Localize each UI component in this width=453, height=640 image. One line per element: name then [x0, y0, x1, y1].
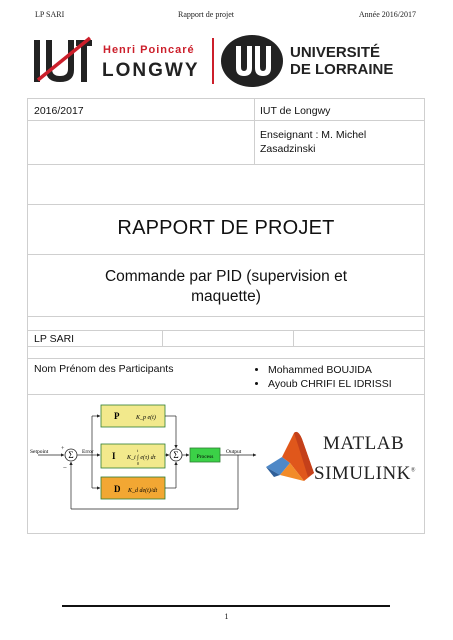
universite-lorraine-logo-icon [220, 34, 284, 88]
registered-mark: ® [410, 467, 416, 474]
process-label: Process [196, 454, 214, 460]
i-label: I [112, 451, 116, 461]
matlab-simulink-logo [264, 411, 414, 521]
iut-logo-line1: Henri Poincaré [103, 44, 195, 56]
header-left: LP SARI [35, 10, 65, 19]
participants-label: Nom Prénom des Participants [34, 363, 174, 375]
iut-logo-icon [32, 36, 94, 86]
header-right: Année 2016/2017 [358, 10, 416, 19]
row-spacer-2 [28, 347, 424, 359]
report-subtitle: Commande par PID (supervision et maquette) [104, 268, 348, 305]
i-upper-limit: t [137, 448, 139, 453]
participant-item: • Ayoub CHRIFI EL IDRISSI [268, 377, 392, 391]
p-label: P [114, 411, 120, 421]
teacher-cell: Enseignant : M. Michel Zasadzinski [260, 129, 367, 155]
output-label: Output [226, 449, 242, 455]
institution-cell: IUT de Longwy [260, 105, 331, 117]
universite-logo-line2: DE LORRAINE [290, 61, 394, 78]
pid-block-diagram [30, 397, 260, 529]
program-cell: LP SARI [34, 333, 75, 345]
d-formula: K_d de(t)/dt [128, 488, 158, 494]
error-label: Error [82, 449, 94, 455]
page-number: 1 [224, 612, 229, 621]
row-subtitle [28, 255, 424, 317]
matlab-membrane-icon [264, 427, 320, 489]
row-images [28, 395, 424, 533]
participant-item: • Mohammed BOUJIDA [268, 363, 392, 377]
row-empty [28, 165, 424, 205]
header-center: Rapport de projet [178, 10, 234, 19]
i-formula: K_i ∫ e(τ) dτ [127, 455, 156, 461]
logo-band [28, 32, 428, 90]
cover-table [27, 98, 425, 534]
simulink-wordmark [314, 463, 416, 485]
row-spacer [28, 317, 424, 331]
logo-separator [212, 38, 214, 84]
sum-symbol-2: Σ [173, 450, 179, 460]
footer-rule [62, 605, 390, 607]
p-formula: K_p e(t) [136, 415, 156, 421]
row-year [28, 99, 424, 121]
d-label: D [114, 484, 121, 494]
iut-logo-line2: LONGWY [102, 60, 200, 81]
sum-symbol-1: Σ [68, 450, 74, 460]
plus-sign: + [61, 446, 65, 452]
year-cell: 2016/2017 [34, 105, 84, 117]
matlab-wordmark: MATLAB [323, 433, 405, 454]
participants-list [253, 363, 392, 391]
report-title: RAPPORT DE PROJET [117, 217, 335, 239]
i-lower-limit: 0 [137, 461, 139, 466]
row-title [28, 205, 424, 255]
setpoint-label: Setpoint [30, 449, 49, 455]
minus-sign: − [63, 464, 67, 472]
row-participants [28, 359, 424, 395]
row-program [28, 331, 424, 347]
universite-logo-line1: UNIVERSITÉ [290, 44, 381, 61]
row-teacher [28, 121, 424, 165]
simulink-text: SIMULINK [314, 463, 411, 484]
